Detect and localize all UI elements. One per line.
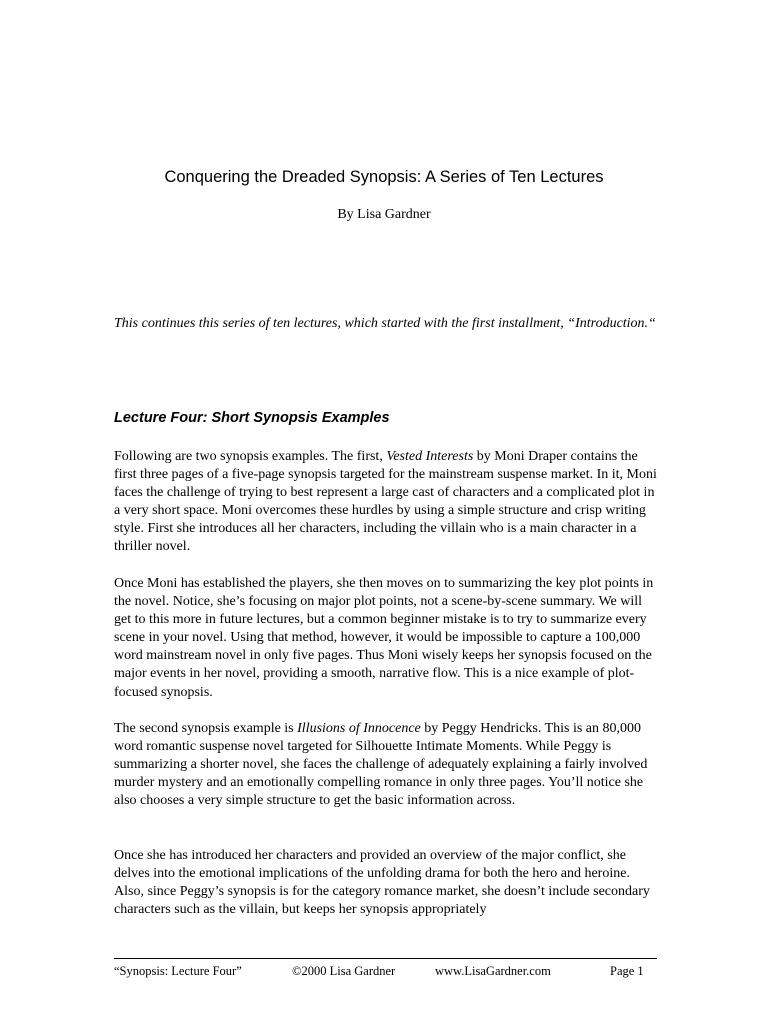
paragraph-text: The second synopsis example is [114,721,298,736]
document-title: Conquering the Dreaded Synopsis: A Series of Ten Lectures [164,168,604,186]
paragraph-text: Following are two synopsis examples. The first, [114,449,387,464]
paragraph-plot-points: Once Moni has established the players, she then moves on to summarizing the key plot points in the novel. Notice, she’s focusing on major plot points, not a scene-by-scene summary. We will get to this more in future lectures, but a common beginner mistake is to try to summarize every scene in your novel. Using that method, however, it would be impossible to capture a 100,000 word mainstream novel in only five pages. Thus Moni wisely keeps her synopsis focused on the major events in her novel, providing a smooth, narrative flow. This is a nice example of plot-focused synopsis. [114,576,654,700]
intro-note: This continues this series of ten lectures, which started with the first installment, “Introduction.“ [114,316,656,331]
footer-website: www.LisaGardner.com [435,964,551,978]
book-title-illusions-of-innocence: Illusions of Innocence [297,721,421,736]
paragraph-text: by Moni Draper contains the first three pages of a five-page synopsis targeted for the mainstream suspense market. In it, Moni faces the challenge of trying to best represent a large cast of characters and a complicated plot in a very short space. Moni overcomes these hurdles by using a simple structure and crisp writing style. First she introduces all her characters, including the villain who is a main character in a thriller novel. [114,449,657,555]
author-byline: By Lisa Gardner [337,207,431,222]
footer-copyright: ©2000 Lisa Gardner [292,964,396,978]
paragraph-emotional-implications: Once she has introduced her characters and provided an overview of the major conflict, she delves into the emotional implications of the unfolding drama for both the hero and heroine. Also, since Peggy’s synopsis is for the category romance market, she doesn’t include secondary characters such as the villain, but keeps her synopsis appropriately [114,848,650,918]
paragraph-vested-interests [114,448,660,557]
paragraph-text: by Peggy Hendricks. This is an 80,000 word romantic suspense novel targeted for Silhouette Intimate Moments. While Peggy is summarizing a shorter novel, she faces the challenge of adequately explaining a fairly involved murder mystery and an emotionally compelling romance in only three pages. You’ll notice she also chooses a very simple structure to get the basic information across. [114,721,648,809]
paragraph-illusions-of-innocence [114,720,660,810]
footer-document-label: “Synopsis: Lecture Four” [114,964,242,978]
lecture-heading: Lecture Four: Short Synopsis Examples [114,410,390,426]
footer-divider [114,958,657,959]
book-title-vested-interests: Vested Interests [386,449,474,464]
footer-page-number: Page 1 [610,964,644,978]
